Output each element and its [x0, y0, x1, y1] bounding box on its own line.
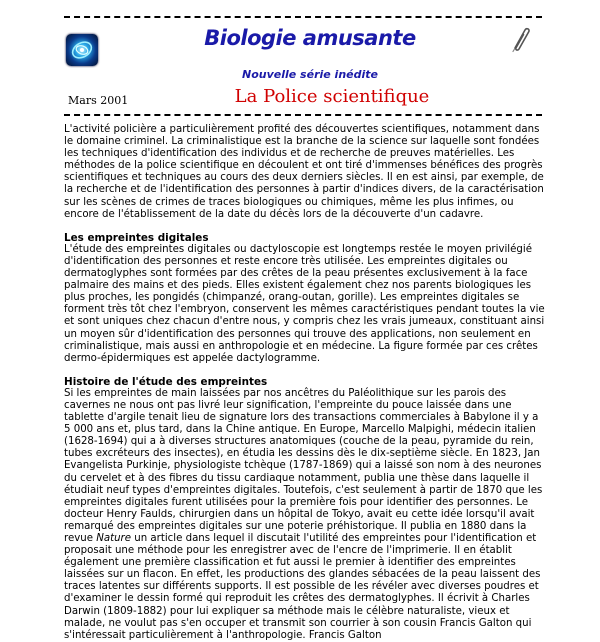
- masthead-title: Biologie amusante: [204, 26, 416, 50]
- section-heading-fingerprints: Les empreintes digitales: [64, 231, 209, 244]
- intro-paragraph: L'activité policière a particulièrement profité des découvertes scientifiques, notamment dans le domaine criminel. La criminalistique est la branche de la science sur laquelle sont fondées les techniques d'identification des individus et de recherche de preuves matérielles. Les méthodes de la police scientifique en découlent et ont tiré d'immenses bénéfices des progrès scientifiques et techniques au cours des deux derniers siècles. Il en est ainsi, par exemple, de la recherche et de l'identification des personnes à partir d'indices divers, de la caractérisation sur les scènes de crimes de traces biologiques ou chimiques, même les plus infimes, ou encore de l'établissement de la date du décès lors de la découverte d'un cadavre.: [64, 124, 544, 220]
- blue-swirl-logo-icon: [66, 34, 98, 66]
- middle-dashed-divider: [64, 114, 542, 116]
- fingerprints-paragraph: L'étude des empreintes digitales ou dactyloscopie est longtemps restée le moyen privilégié d'identification des personnes et reste encore très utilisée. Les empreintes digitales ou dermatoglyphes sont formées par des crêtes de la peau présentes exclusivement à la face palmaire des mains et des pieds. Elles existent également chez nos parents biologiques les plus proches, les pongidés (chimpanzé, orang-outan, gorille). Les empreintes digitales se forment très tôt chez l'embryon, conservent les mêmes caractéristiques pendant toutes la vie et sont uniques chez chacun d'entre nous, y compris chez les vrais jumeaux, constituant ainsi un moyen sûr d'identification des personnes qui trouve des applications, non seulement en criminalistique, mais aussi en anthropologie et en médecine. La figure formée par ces crêtes dermo-épidermiques est appelée dactylogramme.: [64, 243, 545, 364]
- paperclip-icon: [508, 26, 532, 54]
- article-body: [64, 124, 548, 642]
- masthead-subtitle: Nouvelle série inédite: [242, 68, 378, 81]
- history-text-part2: un article dans lequel il discutait l'utilité des empreintes pour l'identification et proposait une méthode pour les enregistrer avec de l'encre de l'imprimerie. Il en établit également une première classification et fut aussi le premier à identifier des empreintes laissées sur un flacon. En effet, les productions des glandes sébacées de la peau laissent des traces latentes sur différents supports. Il est possible de les révéler avec diverses poudres et d'examiner le dessin formé qui reproduit les crêtes des dermatoglyphes. Il écrivit à Charles Darwin (1809-1882) pour lui expliquer sa méthode mais le célèbre naturaliste, vieux et malade, ne voulut pas s'en occuper et transmit son courrier à son cousin Francis Galton qui s'intéressait particulièrement à l'anthropologie. Francis Galton: [64, 533, 541, 641]
- top-dashed-divider: [64, 16, 542, 18]
- section-heading-history: Histoire de l'étude des empreintes: [64, 375, 268, 388]
- history-paragraph: [64, 388, 548, 642]
- article-title: La Police scientifique: [234, 86, 430, 107]
- journal-name: Nature: [96, 533, 132, 544]
- issue-date: Mars 2001: [68, 94, 129, 107]
- history-text-part1: Si les empreintes de main laissées par nos ancêtres du Paléolithique sur les parois des cavernes ne nous ont pas livré leur signification, l'empreinte du pouce laissée dans une tablette d'argile tenait lieu de signature lors des transactions commerciales à Babylone il y a 5 000 ans et, plus tard, dans la Chine antique. En Europe, Marcello Malpighi, médecin italien (1628-1694) qui a à diverses structures anatomiques (couche de la peau, pyramide du rein, tubes excréteurs des insectes), en étudia les dessins dès le dix-septième siècle. En 1823, Jan Evangelista Purkinje, physiologiste tchèque (1787-1869) qui a laissé son nom à des neurones du cervelet et à des fibres du tissu cardiaque notamment, publia une thèse dans laquelle il étudiait neuf types d'empreintes digitales. Toutefois, c'est seulement à partir de 1870 que les empreintes digitales furent utilisées pour la première fois pour identifier des personnes. Le docteur Henry Faulds, chirurgien dans un hôpital de Tokyo, avait eu cette idée lorsqu'il avait remarqué des empreintes digitales sur une poterie préhistorique. Il publia en 1880 dans la revue: [64, 387, 543, 544]
